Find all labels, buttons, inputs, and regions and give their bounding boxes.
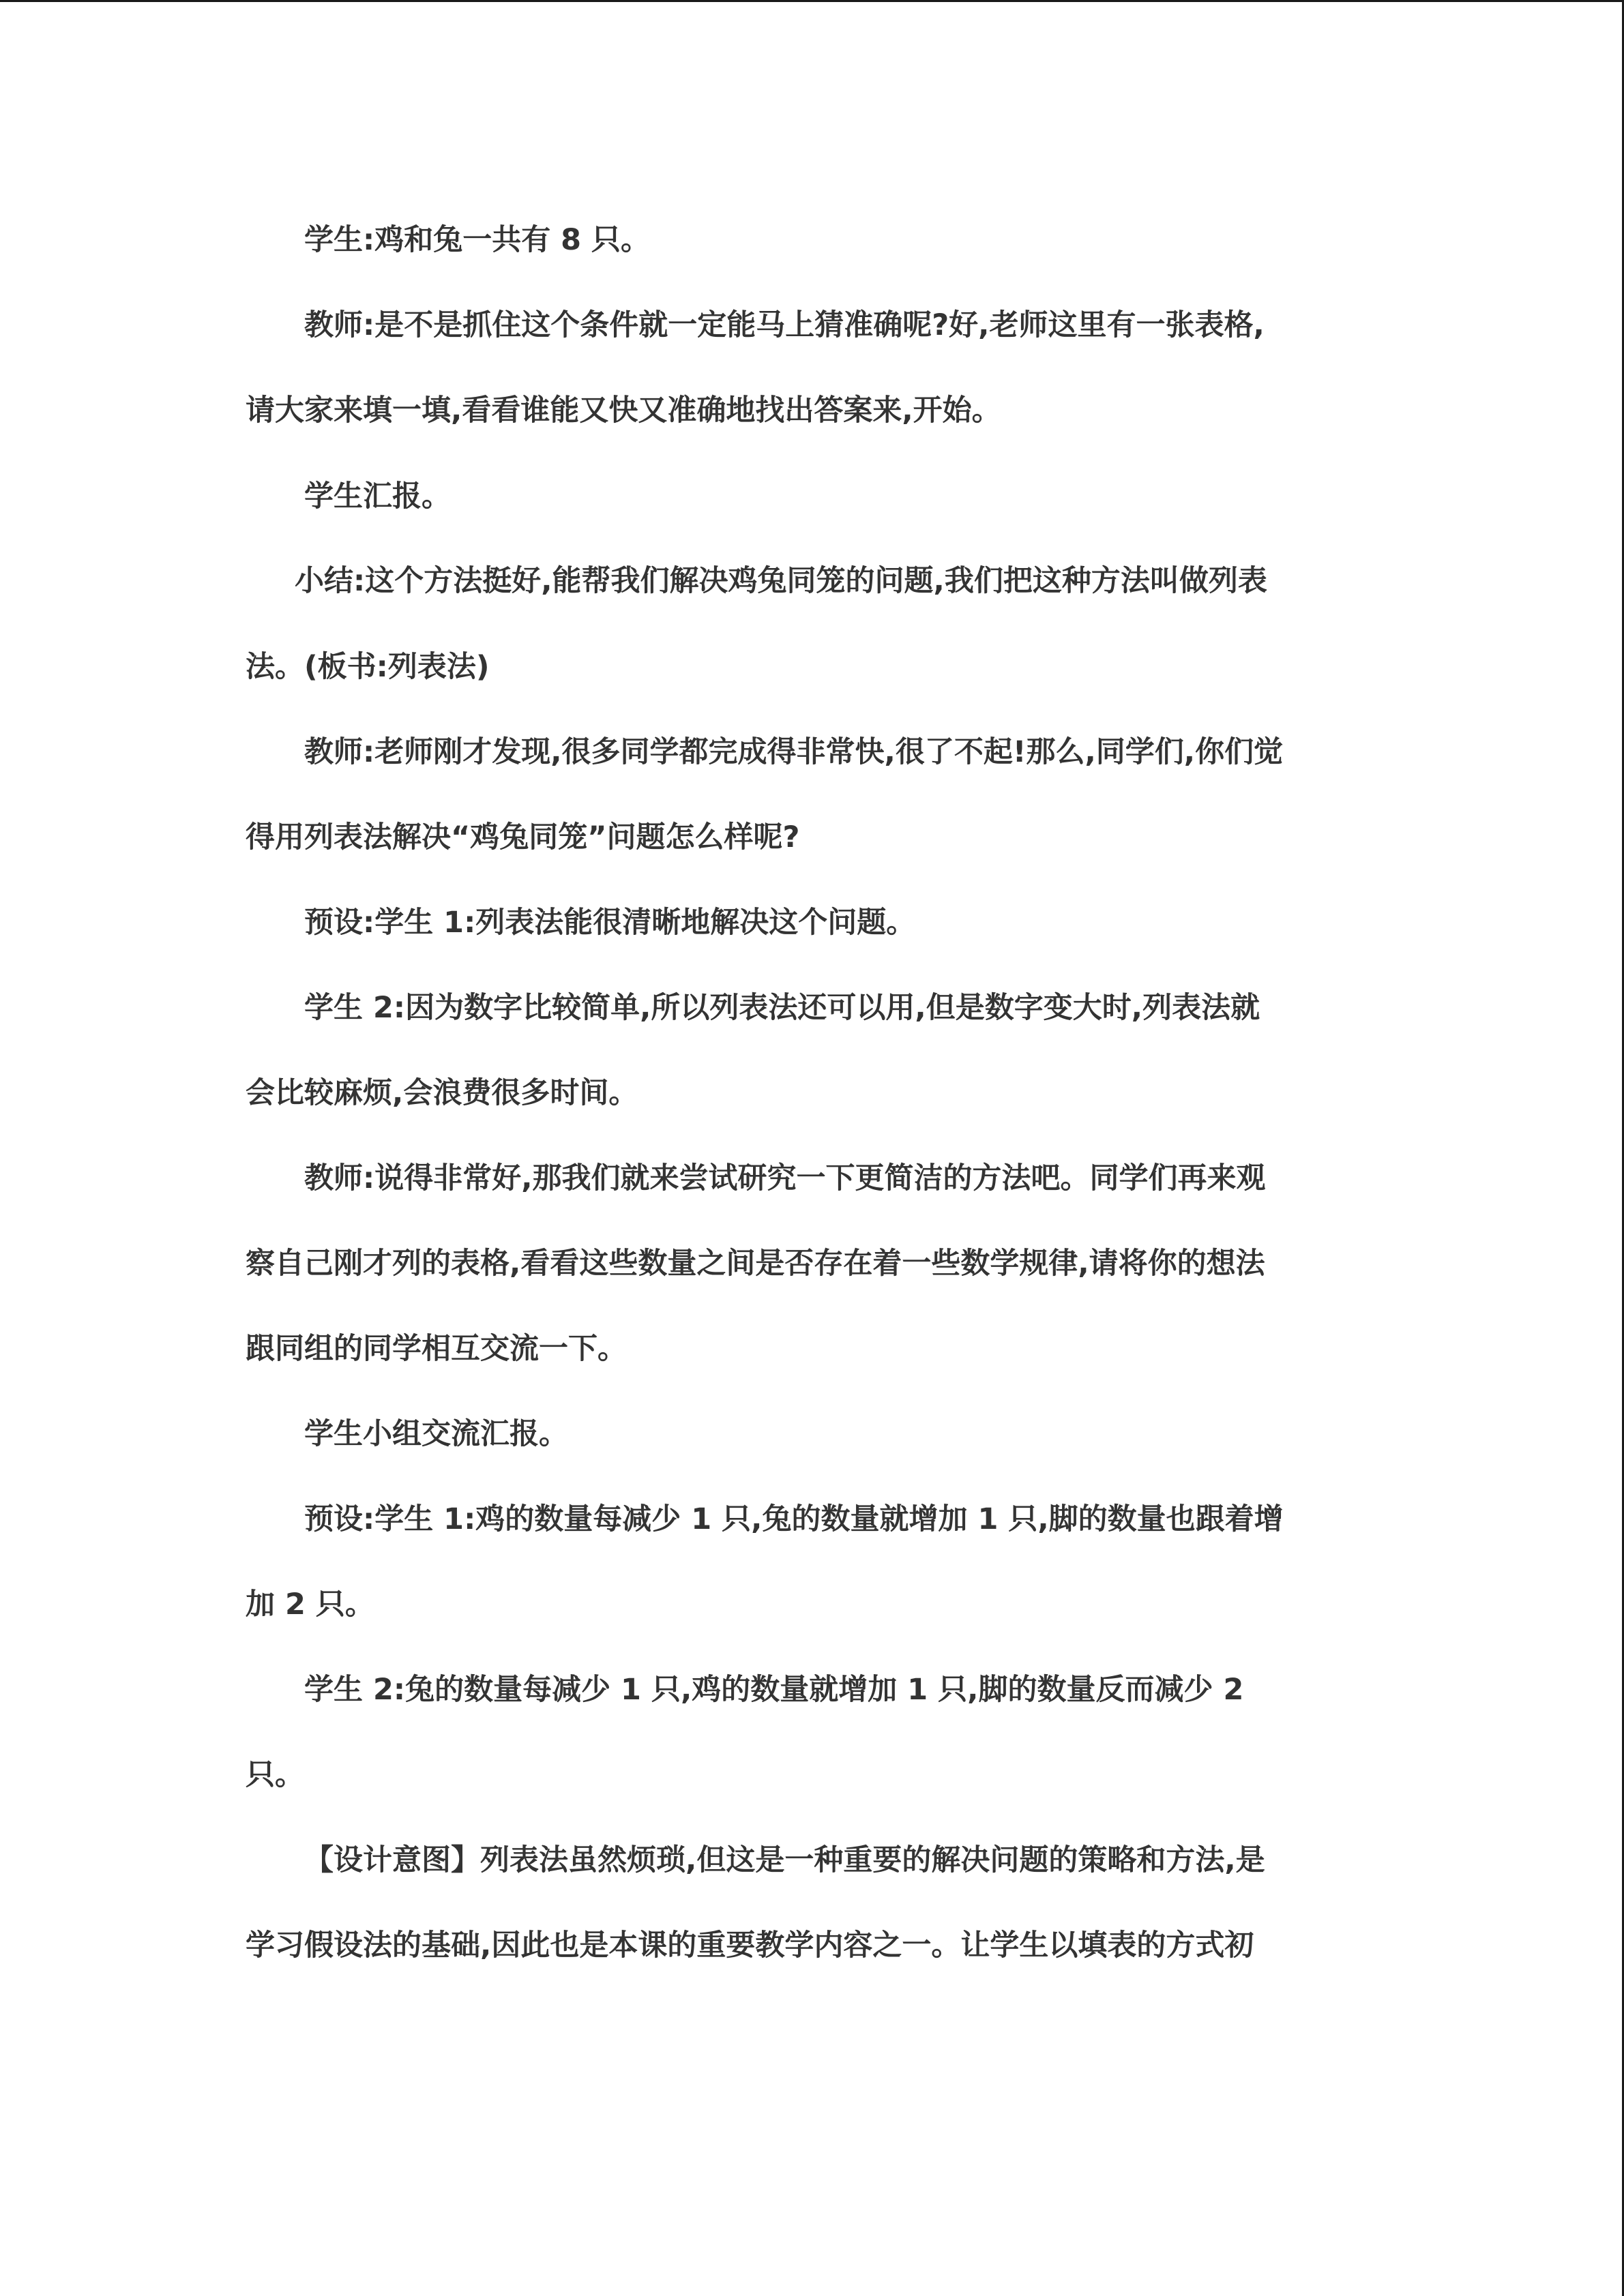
- paragraph-line: 只。: [246, 1758, 304, 1792]
- paragraph-line: 小结:这个方法挺好,能帮我们解决鸡兔同笼的问题,我们把这种方法叫做列表: [295, 564, 1267, 598]
- paragraph-line: 会比较麻烦,会浪费很多时间。: [246, 1076, 638, 1110]
- paragraph-line: 学生 2:兔的数量每减少 1 只,鸡的数量就增加 1 只,脚的数量反而减少 2: [304, 1673, 1244, 1707]
- paragraph-line: 教师:说得非常好,那我们就来尝试研究一下更简洁的方法吧。同学们再来观: [304, 1161, 1266, 1195]
- paragraph-line: 【设计意图】列表法虽然烦琐,但这是一种重要的解决问题的策略和方法,是: [304, 1843, 1265, 1877]
- paragraph-line: 预设:学生 1:鸡的数量每减少 1 只,兔的数量就增加 1 只,脚的数量也跟着增: [304, 1502, 1284, 1536]
- paragraph-line: 预设:学生 1:列表法能很清晰地解决这个问题。: [304, 906, 916, 940]
- paragraph-line: 跟同组的同学相互交流一下。: [246, 1332, 627, 1366]
- paragraph-line: 加 2 只。: [246, 1587, 374, 1622]
- paragraph-line: 法。(板书:列表法): [246, 650, 490, 684]
- paragraph-line: 学生:鸡和兔一共有 8 只。: [304, 223, 651, 257]
- paragraph-line: 学生汇报。: [304, 479, 451, 513]
- paragraph-line: 得用列表法解决“鸡兔同笼”问题怎么样呢?: [246, 820, 800, 854]
- paragraph-line: 学生 2:因为数字比较简单,所以列表法还可以用,但是数字变大时,列表法就: [304, 991, 1260, 1025]
- paragraph-line: 请大家来填一填,看看谁能又快又准确地找出答案来,开始。: [246, 393, 1001, 428]
- paragraph-line: 教师:老师刚才发现,很多同学都完成得非常快,很了不起!那么,同学们,你们觉: [304, 735, 1284, 769]
- paragraph-line: 察自己刚才列的表格,看看这些数量之间是否存在着一些数学规律,请将你的想法: [246, 1247, 1265, 1281]
- paragraph-line: 学习假设法的基础,因此也是本课的重要教学内容之一。让学生以填表的方式初: [246, 1928, 1254, 1963]
- paragraph-line: 教师:是不是抓住这个条件就一定能马上猜准确呢?好,老师这里有一张表格,: [304, 308, 1265, 342]
- paragraph-line: 学生小组交流汇报。: [304, 1417, 568, 1451]
